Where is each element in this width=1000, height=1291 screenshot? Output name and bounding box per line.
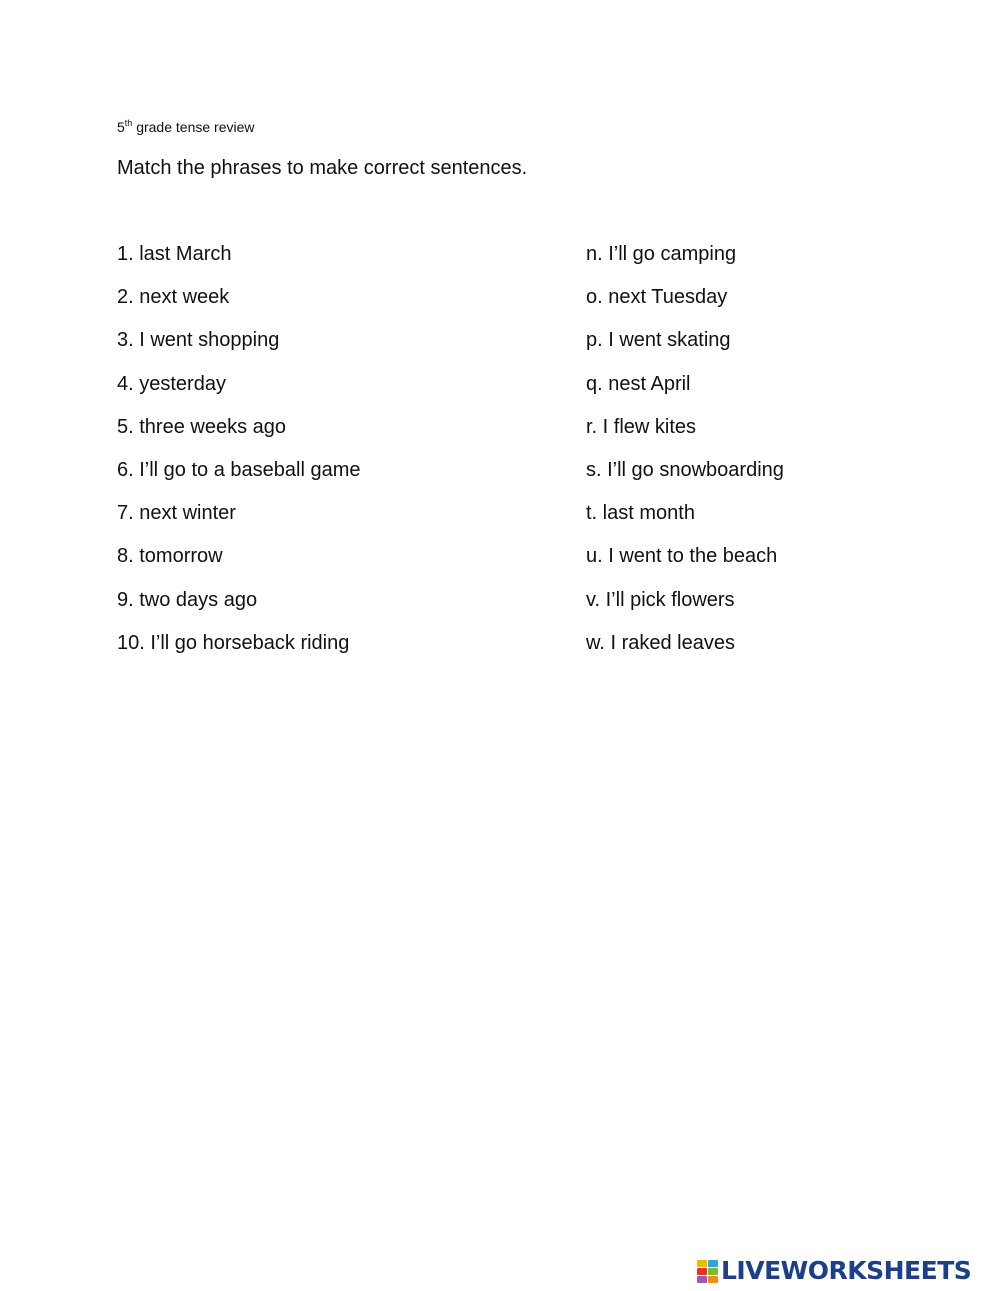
logo-block <box>708 1276 718 1283</box>
left-phrase-3: 3. I went shopping <box>117 329 280 352</box>
grade-suffix: th <box>124 118 133 128</box>
right-phrase-o: o. next Tuesday <box>586 286 728 309</box>
logo-block <box>708 1268 718 1275</box>
right-phrase-s: s. I’ll go snowboarding <box>586 458 784 481</box>
left-phrase-1: 1. last March <box>117 243 232 265</box>
logo-block <box>697 1268 707 1275</box>
grade-number: 5 <box>117 119 125 135</box>
right-phrase-q: q. nest April <box>586 372 691 395</box>
worksheet-title: grade tense review <box>132 119 255 135</box>
logo-text: LIVEWORKSHEETS <box>721 1256 972 1285</box>
right-phrase-u: u. I went to the beach <box>586 545 778 568</box>
liveworksheets-logo <box>697 1258 971 1284</box>
logo-blocks-icon <box>697 1260 718 1283</box>
right-phrase-w: w. I raked leaves <box>586 631 735 654</box>
left-phrase-8: 8. tomorrow <box>117 545 223 568</box>
left-phrase-10: 10. I’ll go horseback riding <box>117 631 350 654</box>
right-phrase-v: v. I’ll pick flowers <box>586 588 735 611</box>
instructions: Match the phrases to make correct sentences. <box>117 157 528 179</box>
left-phrase-5: 5. three weeks ago <box>117 415 286 438</box>
left-phrase-4: 4. yesterday <box>117 372 226 395</box>
left-phrase-6: 6. I’ll go to a baseball game <box>117 458 361 481</box>
left-phrase-2: 2. next week <box>117 286 230 309</box>
right-phrase-n: n. I’ll go camping <box>586 243 737 265</box>
right-phrase-p: p. I went skating <box>586 329 731 352</box>
left-phrase-9: 9. two days ago <box>117 588 258 611</box>
logo-block <box>708 1260 718 1267</box>
right-phrase-t: t. last month <box>586 502 695 525</box>
left-phrase-7: 7. next winter <box>117 502 236 525</box>
logo-block <box>697 1260 707 1267</box>
right-phrase-list <box>586 241 784 673</box>
right-phrase-r: r. I flew kites <box>586 415 697 438</box>
worksheet-label <box>117 118 255 136</box>
logo-block <box>697 1276 707 1283</box>
left-phrase-list <box>117 241 361 673</box>
